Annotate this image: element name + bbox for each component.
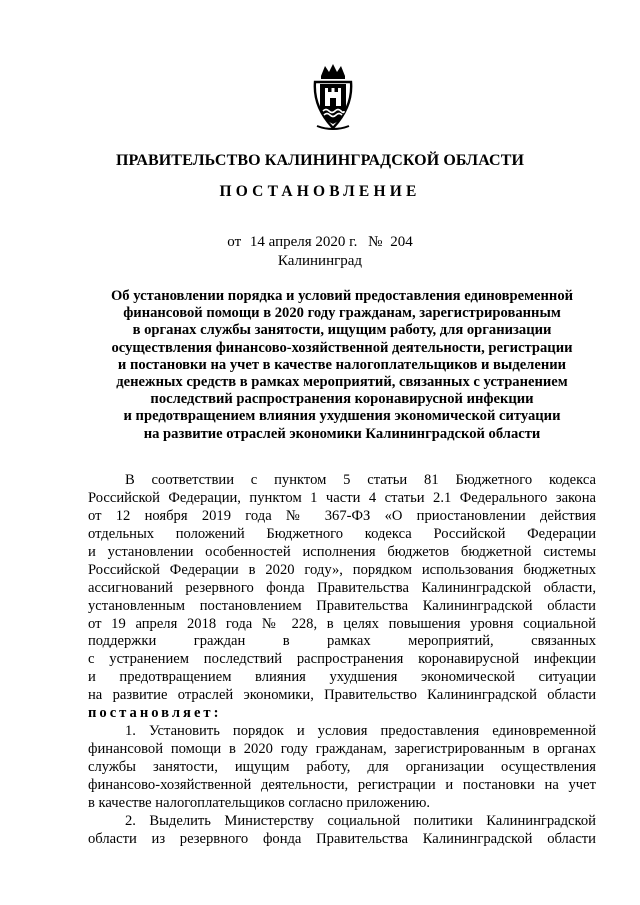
body-line: установленным постановлением Правительства Калининградской области — [88, 597, 596, 614]
document-city: Калининград — [277, 253, 363, 269]
body-line: и установлении особенностей исполнения бюджетов бюджетной системы — [88, 543, 596, 560]
document-type: ПОСТАНОВЛЕНИЕ — [219, 183, 421, 200]
body-line: отдельных положений Бюджетного кодекса Российской Федерации — [88, 525, 596, 542]
body-line: финансовой помощи в 2020 году гражданам, зарегистрированным в органах — [88, 741, 596, 758]
body-line: Российской Федерации, пунктом 1 части 4 статьи 2.1 Федерального закона — [88, 489, 596, 506]
document-subject — [88, 288, 596, 443]
subject-line: Об установлении порядка и условий предоставления единовременной — [110, 288, 574, 304]
coat-of-arms-emblem — [311, 62, 355, 132]
subject-line: в органах службы занятости, ищущим работу, для организации — [132, 322, 552, 339]
body-line: В соответствии с пунктом 5 статьи 81 Бюджетного кодекса — [125, 472, 596, 488]
subject-line: и постановки на учет в качестве налогоплательщиков и выделении — [117, 356, 567, 373]
body-line: службы занятости, ищущим работу, для организации осуществления — [88, 759, 596, 775]
body-line: на развитие отраслей экономики, Правительство Калининградской области — [88, 687, 596, 704]
body-line: в качестве налогоплательщиков согласно приложению. — [88, 794, 431, 811]
body-line: от 19 апреля 2018 года № 228, в целях повышения уровня социальной — [88, 615, 596, 632]
date-prefix: от — [227, 234, 242, 250]
subject-line: последствий распространения коронавирусной инфекции — [150, 391, 534, 408]
subject-line: финансовой помощи в 2020 году гражданам, зарегистрированным — [123, 305, 561, 322]
body-line: ассигнований резервного фонда Правительства Калининградской области, — [88, 579, 596, 596]
document-number: 204 — [390, 234, 413, 250]
body-line: области из резервного фонда Правительства Калининградской области — [88, 830, 596, 847]
date-number-line — [0, 234, 640, 251]
body-line: 1. Установить порядок и условия предоставления единовременной — [125, 723, 596, 740]
government-title: ПРАВИТЕЛЬСТВО КАЛИНИНГРАДСКОЙ ОБЛАСТИ — [115, 152, 525, 169]
body-line: и предотвращением влияния ухудшения экономической ситуации — [88, 669, 596, 686]
body-line: с устранением последствий распространения коронавирусной инфекции — [88, 651, 596, 668]
subject-line: осуществления финансово-хозяйственной деятельности, регистрации — [111, 339, 573, 356]
document-date: 14 апреля 2020 г. — [249, 234, 358, 250]
body-line: от 12 ноября 2019 года № 367-ФЗ «О приостановлении действия — [88, 507, 596, 524]
resolution-keyword: постановляет: — [88, 705, 222, 722]
subject-line: и предотвращением влияния ухудшения экономической ситуации — [123, 408, 561, 425]
body-line: 2. Выделить Министерству социальной политики Калининградской — [125, 812, 596, 829]
subject-line: на развитие отраслей экономики Калининградской области — [143, 425, 541, 442]
number-sign: № — [368, 234, 383, 250]
document-body — [88, 472, 596, 849]
body-line: поддержки граждан в рамках мероприятий, связанных — [88, 633, 596, 650]
subject-line: денежных средств в рамках мероприятий, связанных с устранением — [116, 374, 568, 391]
body-line: Российской Федерации в 2020 году», порядком использования бюджетных — [88, 561, 596, 578]
body-line: финансово-хозяйственной деятельности, регистрации и постановки на учет — [88, 776, 596, 793]
